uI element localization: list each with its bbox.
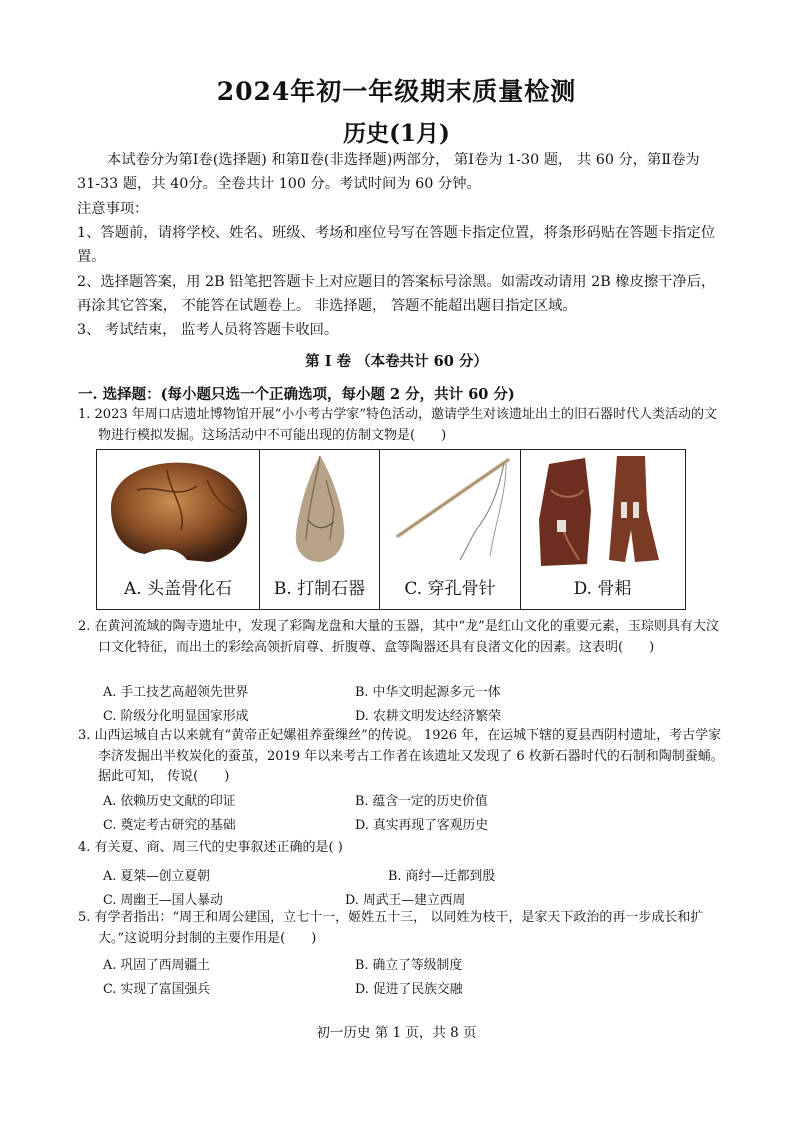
question-text: 1. 2023 年周口店遗址博物馆开展“小小考古学家”特色活动，邀请学生对该遗址出土的旧石器时代人类活动的文物进行模拟发掘。这场活动中不可能出现的仿制文物是( ) bbox=[78, 407, 718, 443]
option-d[interactable]: D. 促进了民族交融 bbox=[355, 982, 463, 997]
note-item: 2、选择题答案，用 2B 铅笔把答题卡上对应题目的答案标号涂黑。如需改动请用 2B 橡皮擦干净后， 再涂其它答案， 不能答在试题卷上。 非选择题， 答题不能超出题目指定区域。 bbox=[77, 274, 716, 314]
image-option-c bbox=[380, 450, 521, 609]
question-2 bbox=[78, 617, 728, 658]
option-a[interactable]: A. 依赖历史文献的印证 bbox=[103, 794, 236, 809]
question-text: 3. 山西运城自古以来就有“黄帝正妃嫘祖养蚕缫丝”的传说。 1926 年，在运城下辖的夏县西阴村遗址，考古学家李济发掘出半枚炭化的蚕茧，2019 年以来考古工作者在该遗址又发现了 6 枚新石器时代的石制和陶制蚕蛹。 据此可知， 传说( ) bbox=[78, 728, 724, 784]
part-title: 一. 选择题：(每小题只选一个正确选项，每小题 2 分，共计 60 分) bbox=[78, 386, 515, 403]
note-item: 1、答题前，请将学校、姓名、班级、考场和座位号写在答题卡指定位置，将条形码贴在答题卡指定位置。 bbox=[77, 225, 716, 265]
bone-spade-icon bbox=[521, 450, 684, 575]
question-1 bbox=[78, 405, 728, 446]
bone-needle-icon bbox=[380, 450, 520, 570]
skull-fossil-icon bbox=[97, 450, 257, 570]
option-a[interactable]: A. 巩固了西周疆土 bbox=[103, 958, 210, 973]
exam-subtitle: 历史(1月) bbox=[343, 120, 450, 147]
image-option-b bbox=[260, 450, 380, 609]
option-b[interactable]: B. 确立了等级制度 bbox=[355, 958, 463, 973]
option-d[interactable]: D. 真实再现了客观历史 bbox=[355, 818, 489, 833]
image-option-a bbox=[97, 450, 260, 609]
option-c[interactable]: C. 奠定考古研究的基础 bbox=[103, 818, 236, 833]
option-a[interactable]: A. 手工技艺高超领先世界 bbox=[103, 685, 249, 700]
question-text: 2. 在黄河流域的陶寺遗址中，发现了彩陶龙盘和大量的玉器，其中“龙”是红山文化的重要元素，玉琮则具有大汶口文化特征，而出土的彩绘高领折肩尊、折腹尊、盒等陶器还具有良渚文化的因素。这表明( ) bbox=[78, 619, 719, 655]
question-4 bbox=[78, 838, 728, 859]
note-item: 3、 考试结束， 监考人员将答题卡收回。 bbox=[77, 322, 339, 338]
exam-title: 2024年初一年级期末质量检测 bbox=[216, 77, 577, 106]
question-text: 5. 有学者指出：“周王和周公建国，立七十一，姬姓五十三， 以同姓为枝干，是家天下政治的再一步成长和扩大。”这说明分封制的主要作用是( ) bbox=[78, 910, 704, 946]
option-caption: C. 穿孔骨针 bbox=[404, 579, 496, 599]
question-text: 4. 有关夏、商、周三代的史事叙述正确的是( ) bbox=[78, 840, 343, 855]
image-option-table bbox=[96, 449, 686, 610]
option-c[interactable]: C. 周幽王—国人暴动 bbox=[103, 893, 223, 908]
chipped-stone-tool-icon bbox=[260, 450, 378, 570]
question-3 bbox=[78, 726, 728, 788]
option-d[interactable]: D. 周武王—建立西周 bbox=[345, 893, 466, 908]
option-caption: A. 头盖骨化石 bbox=[123, 579, 233, 599]
intro-paragraph: 本试卷分为第Ⅰ卷(选择题) 和第Ⅱ卷(非选择题)两部分， 第Ⅰ卷为 1-30 题， 共 60 分，第Ⅱ卷为 31-33 题，共 40分。全卷共计 100 分。考试时间为 60 分钟。 bbox=[77, 152, 700, 192]
image-option-d bbox=[521, 450, 684, 609]
section-title: 第 Ⅰ 卷 （本卷共计 60 分） bbox=[305, 353, 488, 370]
option-b[interactable]: B. 商纣—迁都到殷 bbox=[388, 869, 496, 884]
option-caption: B. 打制石器 bbox=[273, 579, 366, 599]
option-b[interactable]: B. 蕴含一定的历史价值 bbox=[355, 794, 488, 809]
option-c[interactable]: C. 阶级分化明显国家形成 bbox=[103, 709, 249, 724]
option-c[interactable]: C. 实现了富国强兵 bbox=[103, 982, 211, 997]
notes-heading: 注意事项： bbox=[77, 201, 149, 217]
option-a[interactable]: A. 夏桀—创立夏朝 bbox=[103, 869, 210, 884]
question-5 bbox=[78, 908, 728, 949]
page-footer: 初一历史 第 1 页，共 8 页 bbox=[316, 1025, 477, 1041]
option-d[interactable]: D. 农耕文明发达经济繁荣 bbox=[355, 709, 501, 724]
option-caption: D. 骨耜 bbox=[573, 579, 632, 599]
option-b[interactable]: B. 中华文明起源多元一体 bbox=[355, 685, 501, 700]
